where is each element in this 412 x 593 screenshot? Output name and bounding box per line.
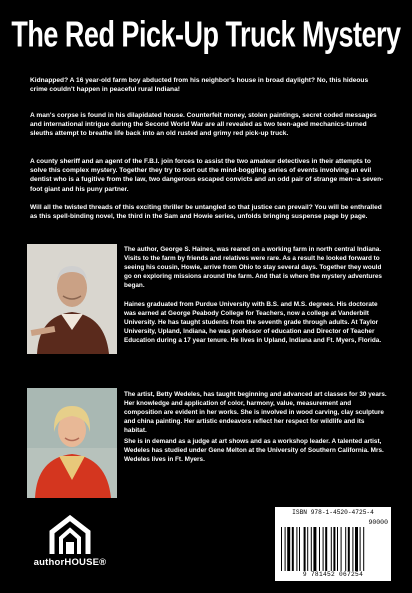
authorhouse-logo-icon [30,510,110,556]
isbn-text: ISBN 978-1-4520-4725-4 [292,509,374,516]
barcode-panel [275,507,391,581]
blurb-paragraph-3: A county sheriff and an agent of the F.B.I. join forces to assist the two amateur detectives in their attempts to solve this complex mystery. Together they try to sort out the mind-boggling series of events involving an evil dentist who is a fugitive from the law, two dangerous escaped convicts and an odd pair of strange men--a seven-foot giant and his puny partner. [30,158,384,193]
artist-bio-paragraph-1: The artist, Betty Wedeles, has taught beginning and advanced art classes for 30 years. Her knowledge and application of color, harmony, value, measurement and composition are evident in her works. She is involved in wood carving, clay sculpture and china painting. Her artistic endeavors reflect her respect for wildlife and its habitat. [124,391,387,434]
artist-bio-paragraph-2: She is in demand as a judge at art shows and as a workshop leader. A talented artist, Wedeles has studied under Gene Melton at the University of Southern California. Mrs. Wedeles lives in Ft. Myers. [124,438,384,463]
blurb-paragraph-2: A man's corpse is found in his dilapidated house. Counterfeit money, stolen paintings, secret coded messages and international intrigue during the Second World War are all revealed as two teen-aged mechanics-turned sleuths attempt to breathe life back into an old rusted and grimy red pick-up truck. [30,112,377,138]
author-portrait [27,244,117,354]
publisher-logo [30,510,110,576]
publisher-name: authorHOUSE® [33,557,107,568]
author-bio-paragraph-2: Haines graduated from Purdue University with B.S. and M.S. degrees. His doctorate was earned at George Peabody College for Teachers, now a college at Vanderbilt University. He has taught students from the seventh grade through adults. At Taylor University, Upland, Indiana, he was professor of education and Director of Teacher Education during a 17 year tenure. He lives in Upland, Indiana and Ft. Myers, Florida. [124,301,382,344]
blurb-paragraph-4: Will all the twisted threads of this exciting thriller be untangled so that justice can prevail? You will be enthralled as this spell-binding novel, the third in the Sam and Howie series, unfolds bringing suspense page by page. [30,204,382,221]
book-title: The Red Pick-Up Truck Mystery [11,14,401,55]
author-bio-paragraph-1: The author, George S. Haines, was reared on a working farm in north central Indiana. Visits to the farm by friends and relatives were rare. As a result he looked forward to seeing his cousin, Howie, arrive from Ohio to stay several days. Together they would go on exploring missions around the farm. And that is where the mystery adventures began. [124,246,382,289]
price-code: 90000 [368,519,388,526]
artist-portrait [27,388,117,498]
blurb-paragraph-1: Kidnapped? A 16 year-old farm boy abducted from his neighbor's house in broad daylight? No, this hideous crime couldn't happen in peaceful rural Indiana! [30,77,369,94]
barcode [281,527,385,571]
ean-digits: 9 781452 067254 [302,571,364,578]
